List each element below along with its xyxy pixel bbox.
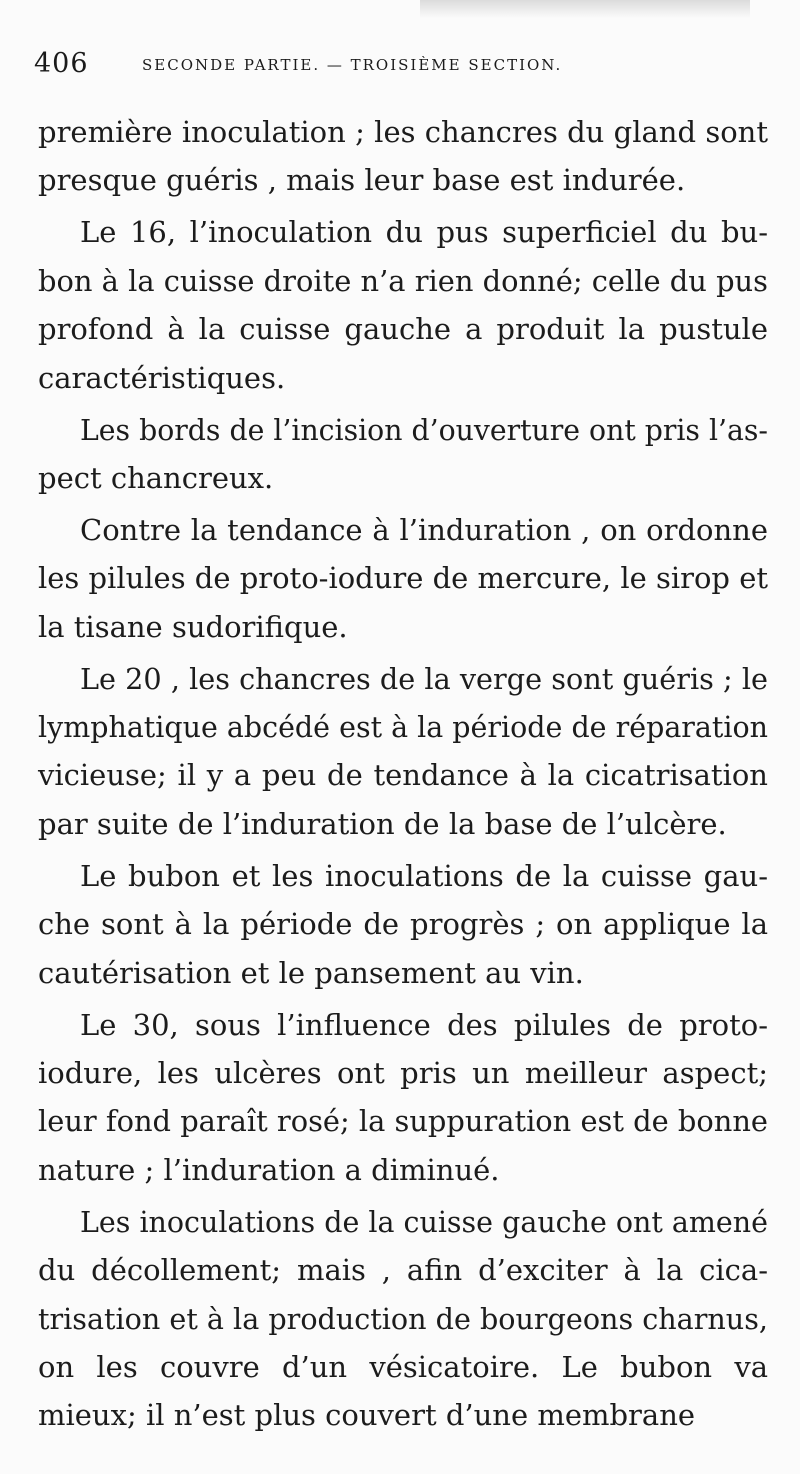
bleed-through-shadow <box>420 0 750 18</box>
text-line: vicieuse; il y a peu de tendance à la cicatrisation <box>38 758 768 793</box>
paragraph <box>38 1198 768 1440</box>
text-line: lymphatique abcédé est à la période de réparation <box>38 710 768 745</box>
text-line: on les couvre d’un vésicatoire. Le bubon va <box>38 1349 768 1384</box>
text-line: iodure, les ulcères ont pris un meilleur aspect; <box>38 1055 768 1090</box>
text-line: nature ; l’induration a diminué. <box>38 1152 500 1187</box>
text-line: che sont à la période de progrès ; on applique la <box>38 907 768 942</box>
text-line: première inoculation ; les chancres du gland sont <box>38 115 768 149</box>
paragraph <box>38 406 768 503</box>
text-line: Le 16, l’inoculation du pus superficiel du bu- <box>80 215 768 250</box>
text-line: presque guéris , mais leur base est indurée. <box>38 163 686 198</box>
text-line: les pilules de proto-iodure de mercure, le sirop et <box>38 561 768 596</box>
paragraph <box>38 506 768 651</box>
text-line: leur fond paraît rosé; la suppuration est de bonne <box>38 1104 768 1139</box>
running-head: SECONDE PARTIE. — TROISIÈME SECTION. <box>142 56 563 74</box>
paragraph <box>38 655 768 849</box>
text-line: cautérisation et le pansement au vin. <box>38 955 584 990</box>
text-line: bon à la cuisse droite n’a rien donné; celle du pus <box>38 263 768 298</box>
text-line: la tisane sudorifique. <box>38 609 348 644</box>
text-line: du décollement; mais , afin d’exciter à la cica- <box>38 1253 768 1288</box>
text-line: Contre la tendance à l’induration , on ordonne <box>80 512 768 547</box>
text-line: Le bubon et les inoculations de la cuisse gau- <box>80 858 768 893</box>
paragraph <box>38 1001 768 1195</box>
paragraph <box>38 208 768 402</box>
paragraph <box>38 852 768 997</box>
text-line: pect chancreux. <box>38 460 274 495</box>
page-header <box>30 42 780 82</box>
body-text <box>38 108 768 1440</box>
text-line: mieux; il n’est plus couvert d’une membrane <box>38 1398 696 1433</box>
text-line: Les inoculations de la cuisse gauche ont amené <box>79 1204 768 1239</box>
page-number: 406 <box>34 48 89 79</box>
text-line: profond à la cuisse gauche a produit la pustule <box>38 312 768 347</box>
text-line: Les bords de l’incision d’ouverture ont pris l’as- <box>79 412 768 447</box>
text-line: par suite de l’induration de la base de l’ulcère. <box>38 806 727 841</box>
text-line: caractéristiques. <box>38 360 286 395</box>
text-line: Le 20 , les chancres de la verge sont guéris ; le <box>79 661 768 696</box>
paragraph <box>38 108 768 205</box>
text-line: trisation et à la production de bourgeons charnus, <box>38 1301 768 1336</box>
text-line: Le 30, sous l’influence des pilules de proto- <box>80 1007 768 1042</box>
